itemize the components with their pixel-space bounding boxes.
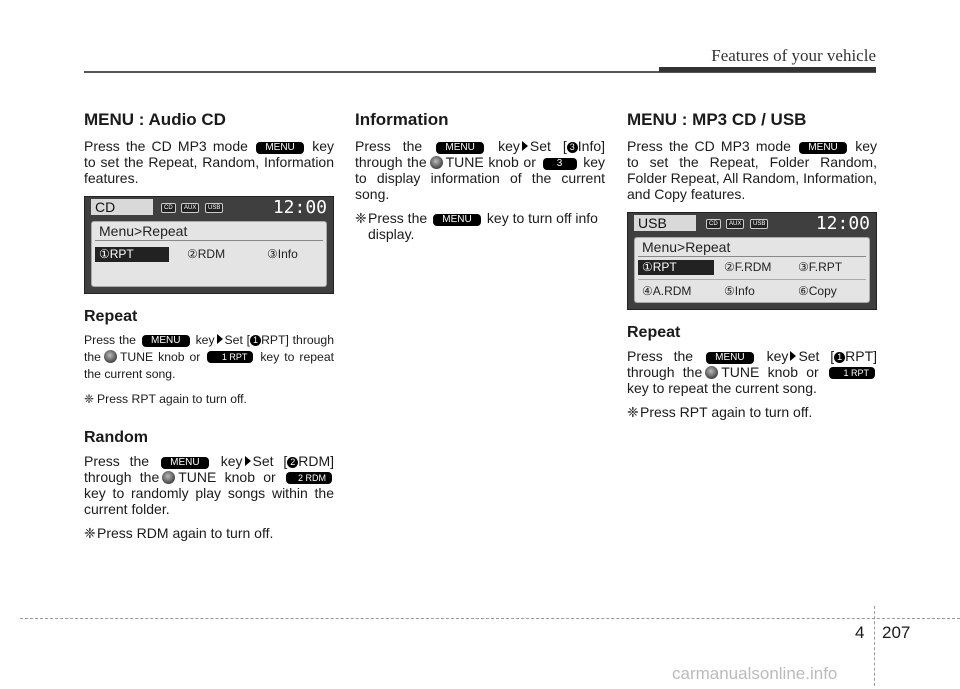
screen-item-frdm: ②F.RDM xyxy=(724,260,772,274)
screen-item-info: ⑤Info xyxy=(724,284,755,298)
column-mp3-usb xyxy=(627,110,877,420)
mp3-usb-intro: Press the CD MP3 mode MENU key to set the Repeat, Folder Random, Folder Repeat, All Random, Information, and Copy features. xyxy=(627,138,877,202)
screen-badge: USB xyxy=(205,203,223,213)
screen-clock: 12:00 xyxy=(272,197,327,218)
repeat-instructions: Press the MENU key Set [ 1 RPT] through the TUNE knob or 1 RPT key to repeat the current song. xyxy=(84,333,334,381)
circled-number-icon: 2 xyxy=(287,457,298,468)
menu-key-icon: MENU xyxy=(436,142,484,154)
screen-badge: CD xyxy=(706,219,721,229)
screen-item-frpt: ③F.RPT xyxy=(798,260,843,274)
menu-key-icon: MENU xyxy=(433,214,481,226)
section-title-information: Information xyxy=(355,110,449,129)
random-instructions: Press the MENU key Set [ 2 RDM] through the TUNE knob or 2 RDM key to randomly play songs within the current folder. xyxy=(84,453,335,517)
rdm-key-icon: 2 RDM xyxy=(286,472,332,484)
screen-source: CD xyxy=(91,199,153,215)
section-title-repeat-usb: Repeat xyxy=(627,324,681,341)
note-mark-icon: ❈ xyxy=(627,404,639,420)
screen-menu-heading: Menu>Repeat xyxy=(95,222,323,241)
cd-screen-image xyxy=(84,196,334,294)
column-information xyxy=(355,110,605,242)
chapter-number: 4 xyxy=(855,623,865,642)
rpt-key-icon: 1 RPT xyxy=(207,351,253,363)
section-title-audio-cd: MENU : Audio CD xyxy=(84,110,226,129)
header-title: Features of your vehicle xyxy=(711,46,876,65)
menu-key-icon: MENU xyxy=(161,457,209,469)
random-note: ❈ Press RDM again to turn off. xyxy=(84,525,274,541)
section-title-mp3-usb: MENU : MP3 CD / USB xyxy=(627,110,807,129)
repeat-note: ❈ Press RPT again to turn off. xyxy=(84,392,247,406)
screen-badge: CD xyxy=(161,203,176,213)
arrow-right-icon xyxy=(522,141,528,151)
arrow-right-icon xyxy=(217,334,223,344)
menu-key-icon: MENU xyxy=(256,142,304,154)
note-mark-icon: ❈ xyxy=(84,525,96,541)
screen-clock: 12:00 xyxy=(815,213,870,234)
tune-knob-icon xyxy=(430,156,443,169)
column-audio-cd xyxy=(84,110,334,541)
menu-key-icon: MENU xyxy=(142,335,190,347)
screen-item-copy: ⑥Copy xyxy=(798,284,837,298)
section-title-repeat: Repeat xyxy=(84,308,138,325)
watermark: carmanualsonline.info xyxy=(672,664,838,683)
footer-rule xyxy=(20,618,960,619)
audio-cd-intro: Press the CD MP3 mode MENU key to set the Repeat, Random, Information features. xyxy=(84,138,334,186)
screen-item-info: ③Info xyxy=(267,247,298,261)
page-number: 207 xyxy=(882,623,911,642)
repeat-usb-instructions: Press the MENU key Set [ 1 RPT] through the TUNE knob or 1 RPT key to repeat the current song. xyxy=(627,348,878,396)
screen-source: USB xyxy=(634,215,696,231)
screen-badge: USB xyxy=(750,219,768,229)
circled-number-icon: 1 xyxy=(250,335,261,346)
header-bar xyxy=(659,67,876,72)
tune-knob-icon xyxy=(705,366,718,379)
menu-key-icon: MENU xyxy=(799,142,847,154)
section-title-random: Random xyxy=(84,429,148,446)
note-mark-icon: ❈ xyxy=(84,392,95,406)
footer-divider xyxy=(874,606,875,686)
rpt-key-icon: 1 RPT xyxy=(829,367,875,379)
information-instructions: Press the MENU key Set [ 3 Info] through the TUNE knob or 3 key to display information of the current song. xyxy=(355,138,606,202)
information-note: ❈ Press the MENU key to turn off info display. xyxy=(355,210,598,242)
usb-screen-image xyxy=(627,212,877,310)
screen-item-rpt: ①RPT xyxy=(638,260,714,275)
arrow-right-icon xyxy=(790,351,796,361)
circled-number-icon: 3 xyxy=(567,142,578,153)
info-key-icon: 3 xyxy=(543,158,577,170)
screen-badge: AUX xyxy=(181,203,199,213)
screen-item-rdm: ②RDM xyxy=(187,247,226,261)
circled-number-icon: 1 xyxy=(834,352,845,363)
repeat-usb-note: ❈ Press RPT again to turn off. xyxy=(627,404,813,420)
screen-item-ardm: ④A.RDM xyxy=(642,284,692,298)
note-mark-icon: ❈ xyxy=(355,210,367,226)
screen-menu-heading: Menu>Repeat xyxy=(638,238,866,257)
arrow-right-icon xyxy=(245,456,251,466)
tune-knob-icon xyxy=(162,471,175,484)
tune-knob-icon xyxy=(104,350,117,363)
screen-badge: AUX xyxy=(726,219,744,229)
menu-key-icon: MENU xyxy=(706,352,754,364)
screen-item-rpt: ①RPT xyxy=(95,247,169,262)
